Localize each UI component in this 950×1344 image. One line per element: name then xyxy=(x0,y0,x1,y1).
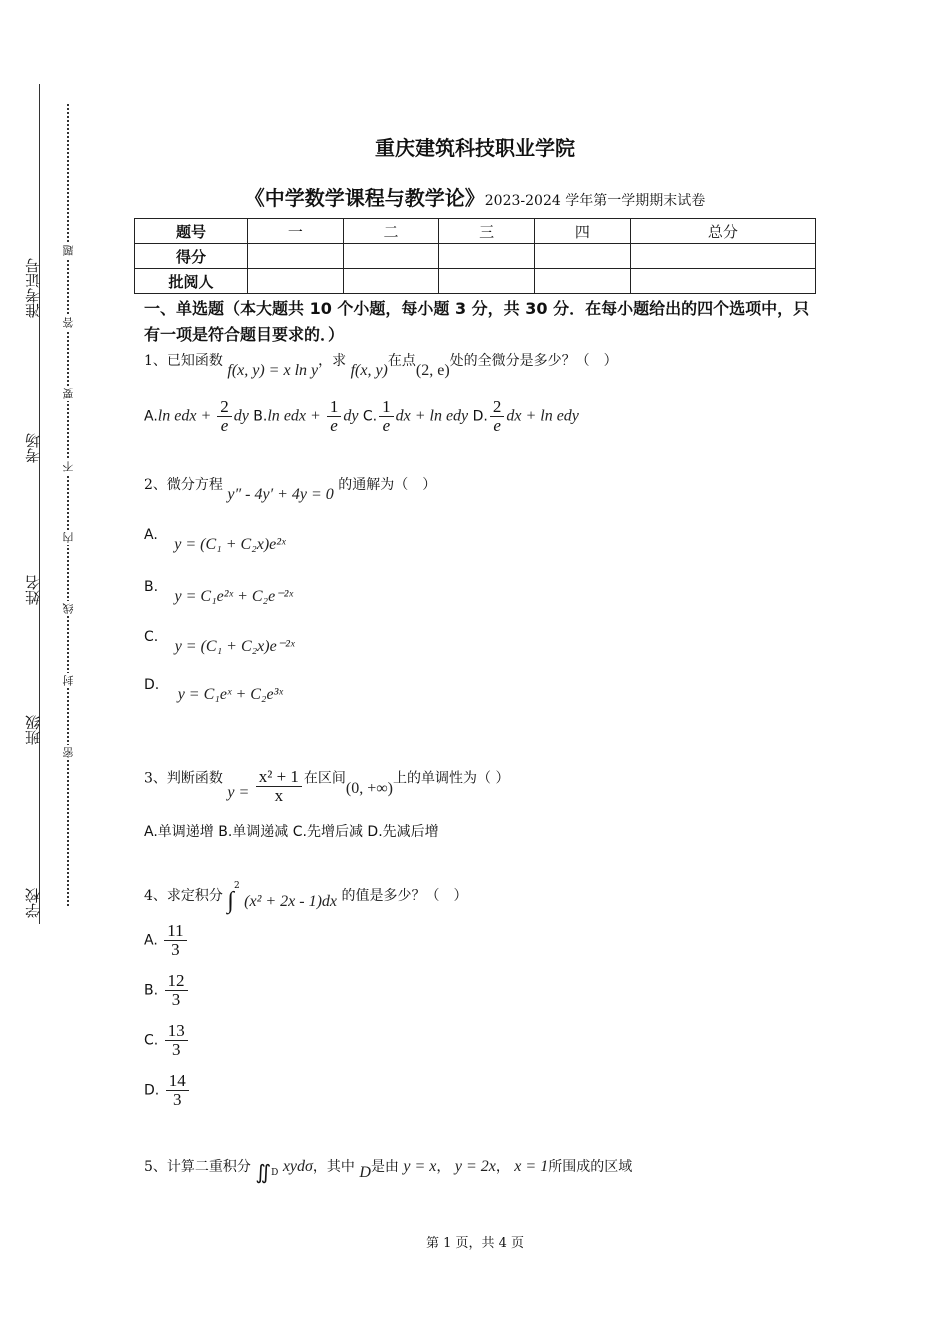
option-expr: y = C₁e²ˣ + C₂e⁻²ˣ xyxy=(174,588,293,605)
q1-option-label[interactable]: C. xyxy=(362,408,378,425)
option-label: B. xyxy=(144,579,159,595)
option-numerator: 12 xyxy=(165,972,188,991)
binding-line-dotted xyxy=(67,104,69,906)
exam-title xyxy=(0,182,950,211)
q2-text: 2、微分方程 xyxy=(144,477,223,493)
q3-interval: (0, +∞) xyxy=(345,779,394,797)
score-col-header: 总分 xyxy=(630,219,815,244)
seal-mark: 密 xyxy=(62,747,75,758)
score-row-label: 得分 xyxy=(135,244,248,269)
score-cell[interactable] xyxy=(630,269,815,294)
q1-option-label[interactable]: A. xyxy=(144,408,158,425)
option-label: A. xyxy=(144,932,158,949)
q5-text: 5、计算二重积分 xyxy=(144,1159,251,1175)
q5-text: ，其中 xyxy=(312,1159,355,1175)
score-table-header xyxy=(135,219,816,244)
score-table xyxy=(134,218,816,294)
question-5 xyxy=(144,1152,633,1184)
q4-upper-limit: 2 xyxy=(233,881,240,892)
q4-integrand: (x² + 2x - 1)dx xyxy=(244,893,338,910)
q3-text: 上的单调性为（ ） xyxy=(393,770,510,787)
option-numerator: 13 xyxy=(165,1022,188,1041)
question-3 xyxy=(144,760,510,805)
q1-function-2: f(x, y) xyxy=(350,362,388,379)
q1-text: 在点 xyxy=(387,353,416,369)
option-expr: y = (C₁ + C₂x)e⁻²ˣ xyxy=(174,638,295,655)
q1-function: f(x, y) = x ln y xyxy=(227,362,319,379)
q2-option-b[interactable] xyxy=(144,576,293,605)
q1-option-label[interactable]: B. xyxy=(253,408,268,425)
score-cell[interactable] xyxy=(343,269,439,294)
q5-curve-2: y = 2x xyxy=(454,1158,496,1175)
score-col-header: 四 xyxy=(535,219,631,244)
q5-text: 是由 xyxy=(370,1159,399,1175)
seal-mark: 题 xyxy=(62,245,75,256)
q4-option-c[interactable] xyxy=(144,1022,190,1059)
course-name: 《中学数学课程与教学论》 xyxy=(244,186,485,210)
q5-text: 所围成的区域 xyxy=(548,1159,633,1175)
q1-point: (2, e) xyxy=(415,362,450,379)
score-row-label: 批阅人 xyxy=(135,269,248,294)
option-label: C. xyxy=(144,629,159,645)
option-denominator: 3 xyxy=(171,990,181,1009)
option-denominator: 3 xyxy=(172,1090,182,1109)
school-title: 重庆建筑科技职业学院 xyxy=(375,136,575,160)
q3-lhs: y = xyxy=(227,783,250,801)
score-cell[interactable] xyxy=(248,269,344,294)
q4-text: 的值是多少？（ ） xyxy=(341,888,468,904)
q3-text: 在区间 xyxy=(303,770,346,787)
q1-text: ，求 xyxy=(318,353,347,369)
q5-integrand: xydσ xyxy=(282,1158,313,1175)
double-integral-icon: ∬ xyxy=(255,1162,272,1184)
seal-mark: 内 xyxy=(62,532,75,543)
score-col-header: 题号 xyxy=(135,219,248,244)
seal-mark: 线 xyxy=(62,603,75,614)
q2-option-a[interactable] xyxy=(144,526,286,553)
q5-region-subscript: D xyxy=(271,1167,279,1178)
score-row xyxy=(135,244,816,269)
score-col-header: 二 xyxy=(343,219,439,244)
q4-text: 4、求定积分 xyxy=(144,888,223,904)
term-label: 2023-2024 学年第一学期期末试卷 xyxy=(484,193,706,209)
q5-curve-3: x = 1 xyxy=(514,1158,549,1175)
seal-mark: 答 xyxy=(62,317,75,328)
q2-text: 的通解为（ ） xyxy=(338,477,437,493)
option-label: A. xyxy=(144,527,158,543)
option-label: D. xyxy=(144,677,160,693)
reviewer-row xyxy=(135,269,816,294)
q2-equation: y″ - 4y′ + 4y = 0 xyxy=(227,486,334,503)
q3-options[interactable]: A.单调递增 B.单调递减 C.先增后减 D.先减后增 xyxy=(144,824,439,840)
side-label-exam-id: 准考证号 xyxy=(24,258,42,318)
option-numerator: 11 xyxy=(164,922,186,941)
page-footer: 第 1 页，共 4 页 xyxy=(425,1236,525,1251)
q4-option-b[interactable] xyxy=(144,972,190,1009)
q1-text: 处的全微分是多少？（ ） xyxy=(449,353,618,369)
q2-option-d[interactable] xyxy=(144,676,283,703)
q5-text: ， xyxy=(495,1159,510,1175)
score-cell[interactable] xyxy=(439,244,535,269)
side-label-school: 学校 xyxy=(24,888,42,918)
q4-option-d[interactable] xyxy=(144,1072,191,1109)
q2-option-c[interactable] xyxy=(144,626,295,655)
score-cell[interactable] xyxy=(439,269,535,294)
q5-text: ， xyxy=(436,1159,451,1175)
option-expr: y = C₁eˣ + C₂e³ˣ xyxy=(177,686,283,703)
side-label-exam-room: 考场 xyxy=(24,433,42,463)
side-label-name: 姓名 xyxy=(24,575,42,605)
option-expr: y = (C₁ + C₂x)e²ˣ xyxy=(174,536,286,553)
option-label: C. xyxy=(144,1032,159,1049)
question-1 xyxy=(144,350,618,379)
q3-denominator: x xyxy=(274,786,284,805)
score-cell[interactable] xyxy=(248,244,344,269)
q5-region: D xyxy=(359,1164,371,1181)
score-cell[interactable] xyxy=(630,244,815,269)
option-numerator: 14 xyxy=(166,1072,189,1091)
option-label: D. xyxy=(144,1082,160,1099)
score-cell[interactable] xyxy=(535,269,631,294)
seal-mark: 不 xyxy=(62,461,75,472)
question-2 xyxy=(144,474,437,503)
q1-options: A.ln edx + $\frac{2}{e}$ dy B.ln edx + $\frac{1}{e}$ dy C. $\frac{1}{e}$ dx + ln edy D. $\frac{2}{e}$ dx + ln edy xyxy=(144,397,579,435)
score-cell[interactable] xyxy=(535,244,631,269)
q3-text: 3、判断函数 xyxy=(144,770,223,787)
option-label: B. xyxy=(144,982,159,999)
question-4 xyxy=(144,880,468,914)
seal-mark: 要 xyxy=(62,388,75,399)
side-label-class: 班级 xyxy=(24,715,42,745)
score-col-header: 三 xyxy=(439,219,535,244)
q1-text: 1、已知函数 xyxy=(144,353,223,369)
option-denominator: 3 xyxy=(171,1040,181,1059)
seal-mark: 封 xyxy=(62,675,75,686)
q3-fraction xyxy=(256,768,302,805)
q3-numerator: x² + 1 xyxy=(256,768,302,787)
q4-option-a[interactable] xyxy=(144,922,189,959)
q5-curve-1: y = x xyxy=(403,1158,437,1175)
score-col-header: 一 xyxy=(248,219,344,244)
section-heading: 一、单选题（本大题共 10 个小题，每小题 3 分，共 30 分．在每小题给出的四个选项中，只有一项是符合题目要求的．） xyxy=(144,299,810,344)
integral-icon: ∫ xyxy=(227,888,234,914)
score-cell[interactable] xyxy=(343,244,439,269)
option-denominator: 3 xyxy=(171,940,180,959)
q1-option-label[interactable]: D. xyxy=(472,408,488,425)
